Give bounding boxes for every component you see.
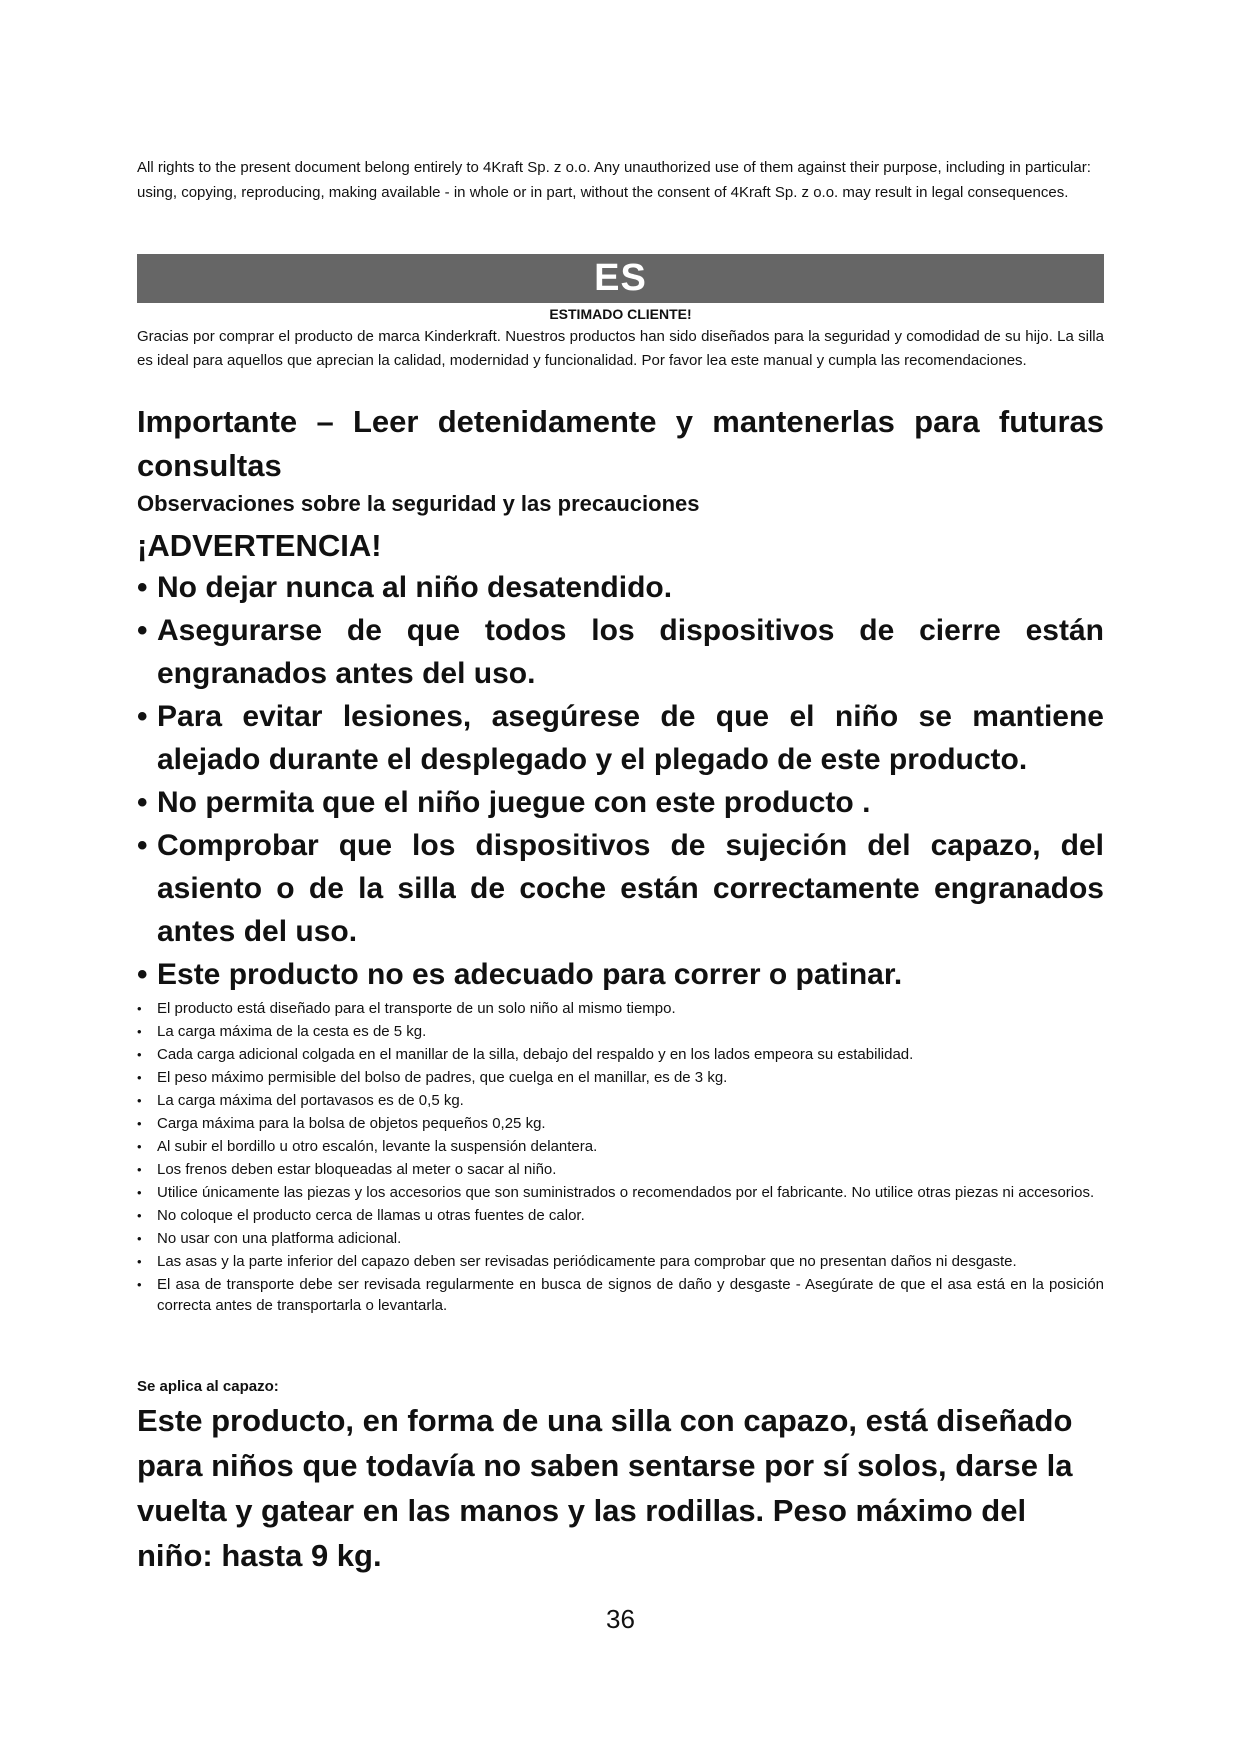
list-item: • Este producto no es adecuado para correr o patinar. — [137, 953, 1104, 996]
bullet-icon: • — [137, 786, 148, 819]
bullet-icon: • — [137, 958, 148, 991]
bullet-icon: • — [137, 700, 148, 733]
list-item: • La carga máxima del portavasos es de 0,5 kg. — [137, 1092, 464, 1109]
bullet-icon: • — [137, 614, 148, 647]
final-statement: Este producto, en forma de una silla con capazo, está diseñado para niños que todavía no saben sentarse por sí solos, darse la vuelta y gatear en las manos y las rodillas. Peso máximo del niño: hasta 9 kg. — [137, 1403, 1073, 1573]
bullet-icon: • — [137, 1162, 142, 1177]
intro-paragraph: Gracias por comprar el producto de marca Kinderkraft. Nuestros productos han sido diseñados para la seguridad y comodidad de su hijo. La silla es ideal para aquellos que aprecian la calidad, modernidad y funcionalidad. Por favor lea este manual y cumpla las recomendaciones. — [137, 328, 1104, 369]
bullet-icon: • — [137, 1047, 142, 1062]
major-warnings-list — [137, 566, 1104, 996]
list-item: • No coloque el producto cerca de llamas u otras fuentes de calor. — [137, 1207, 585, 1224]
list-item: • Utilice únicamente las piezas y los accesorios que son suministrados o recomendados por el fabricante. No utilice otras piezas ni accesorios. — [137, 1184, 1095, 1201]
bullet-icon: • — [137, 1070, 142, 1085]
list-item: • Al subir el bordillo u otro escalón, levante la suspensión delantera. — [137, 1138, 598, 1155]
list-item: • Para evitar lesiones, asegúrese de que el niño se mantiene alejado durante el desplegado y el plegado de este producto. — [137, 695, 1104, 781]
list-item: • El producto está diseñado para el transporte de un solo niño al mismo tiempo. — [137, 1000, 676, 1017]
bullet-icon: • — [137, 1001, 142, 1016]
list-item: • Comprobar que los dispositivos de sujeción del capazo, del asiento o de la silla de coche están correctamente engranados antes del uso. — [137, 824, 1104, 953]
salutation: ESTIMADO CLIENTE! — [549, 306, 692, 322]
copyright-notice: All rights to the present document belong entirely to 4Kraft Sp. z o.o. Any unauthorized use of them against their purpose, including in particular: using, copying, reproducing, making available - in whole or in part, without the consent of 4Kraft Sp. z o.o. may result in legal consequences. — [137, 159, 1091, 201]
bullet-icon: • — [137, 1254, 142, 1269]
warning-heading: ¡ADVERTENCIA! — [137, 528, 382, 563]
list-item: • El peso máximo permisible del bolso de padres, que cuelga en el manillar, es de 3 kg. — [137, 1069, 728, 1086]
important-heading: Importante – Leer detenidamente y mantenerlas para futuras consultas — [137, 404, 1104, 483]
list-item: • Asegurarse de que todos los dispositivos de cierre están engranados antes del uso. — [137, 609, 1104, 695]
list-item: • Los frenos deben estar bloqueadas al meter o sacar al niño. — [137, 1161, 557, 1178]
list-item: • La carga máxima de la cesta es de 5 kg. — [137, 1023, 427, 1040]
list-item: • Las asas y la parte inferior del capazo deben ser revisadas periódicamente para comprobar que no presentan daños ni desgaste. — [137, 1253, 1017, 1270]
bullet-icon: • — [137, 1024, 142, 1039]
language-header-band: ES — [137, 254, 1104, 303]
list-item: • No permita que el niño juegue con este producto . — [137, 781, 1104, 824]
safety-subheading: Observaciones sobre la seguridad y las precauciones — [137, 491, 700, 516]
page-number: 36 — [606, 1604, 635, 1634]
bullet-icon: • — [137, 571, 148, 604]
list-item: • Carga máxima para la bolsa de objetos pequeños 0,25 kg. — [137, 1115, 546, 1132]
bullet-icon: • — [137, 1185, 142, 1200]
list-item: • No usar con una platforma adicional. — [137, 1230, 402, 1247]
bullet-icon: • — [137, 829, 148, 862]
bullet-icon: • — [137, 1208, 142, 1223]
bullet-icon: • — [137, 1116, 142, 1131]
applies-label: Se aplica al capazo: — [137, 1378, 279, 1395]
bullet-icon: • — [137, 1139, 142, 1154]
bullet-icon: • — [137, 1231, 142, 1246]
list-item: • El asa de transporte debe ser revisada regularmente en busca de signos de daño y desgaste - Asegúrate de que el asa está en la posición correcta antes de transportarla o levantarla. — [137, 1276, 1104, 1314]
minor-warnings-list — [137, 998, 1104, 1318]
list-item: • Cada carga adicional colgada en el manillar de la silla, debajo del respaldo y en los lados empeora su estabilidad. — [137, 1046, 914, 1063]
bullet-icon: • — [137, 1277, 142, 1292]
bullet-icon: • — [137, 1093, 142, 1108]
list-item: • No dejar nunca al niño desatendido. — [137, 566, 1104, 609]
